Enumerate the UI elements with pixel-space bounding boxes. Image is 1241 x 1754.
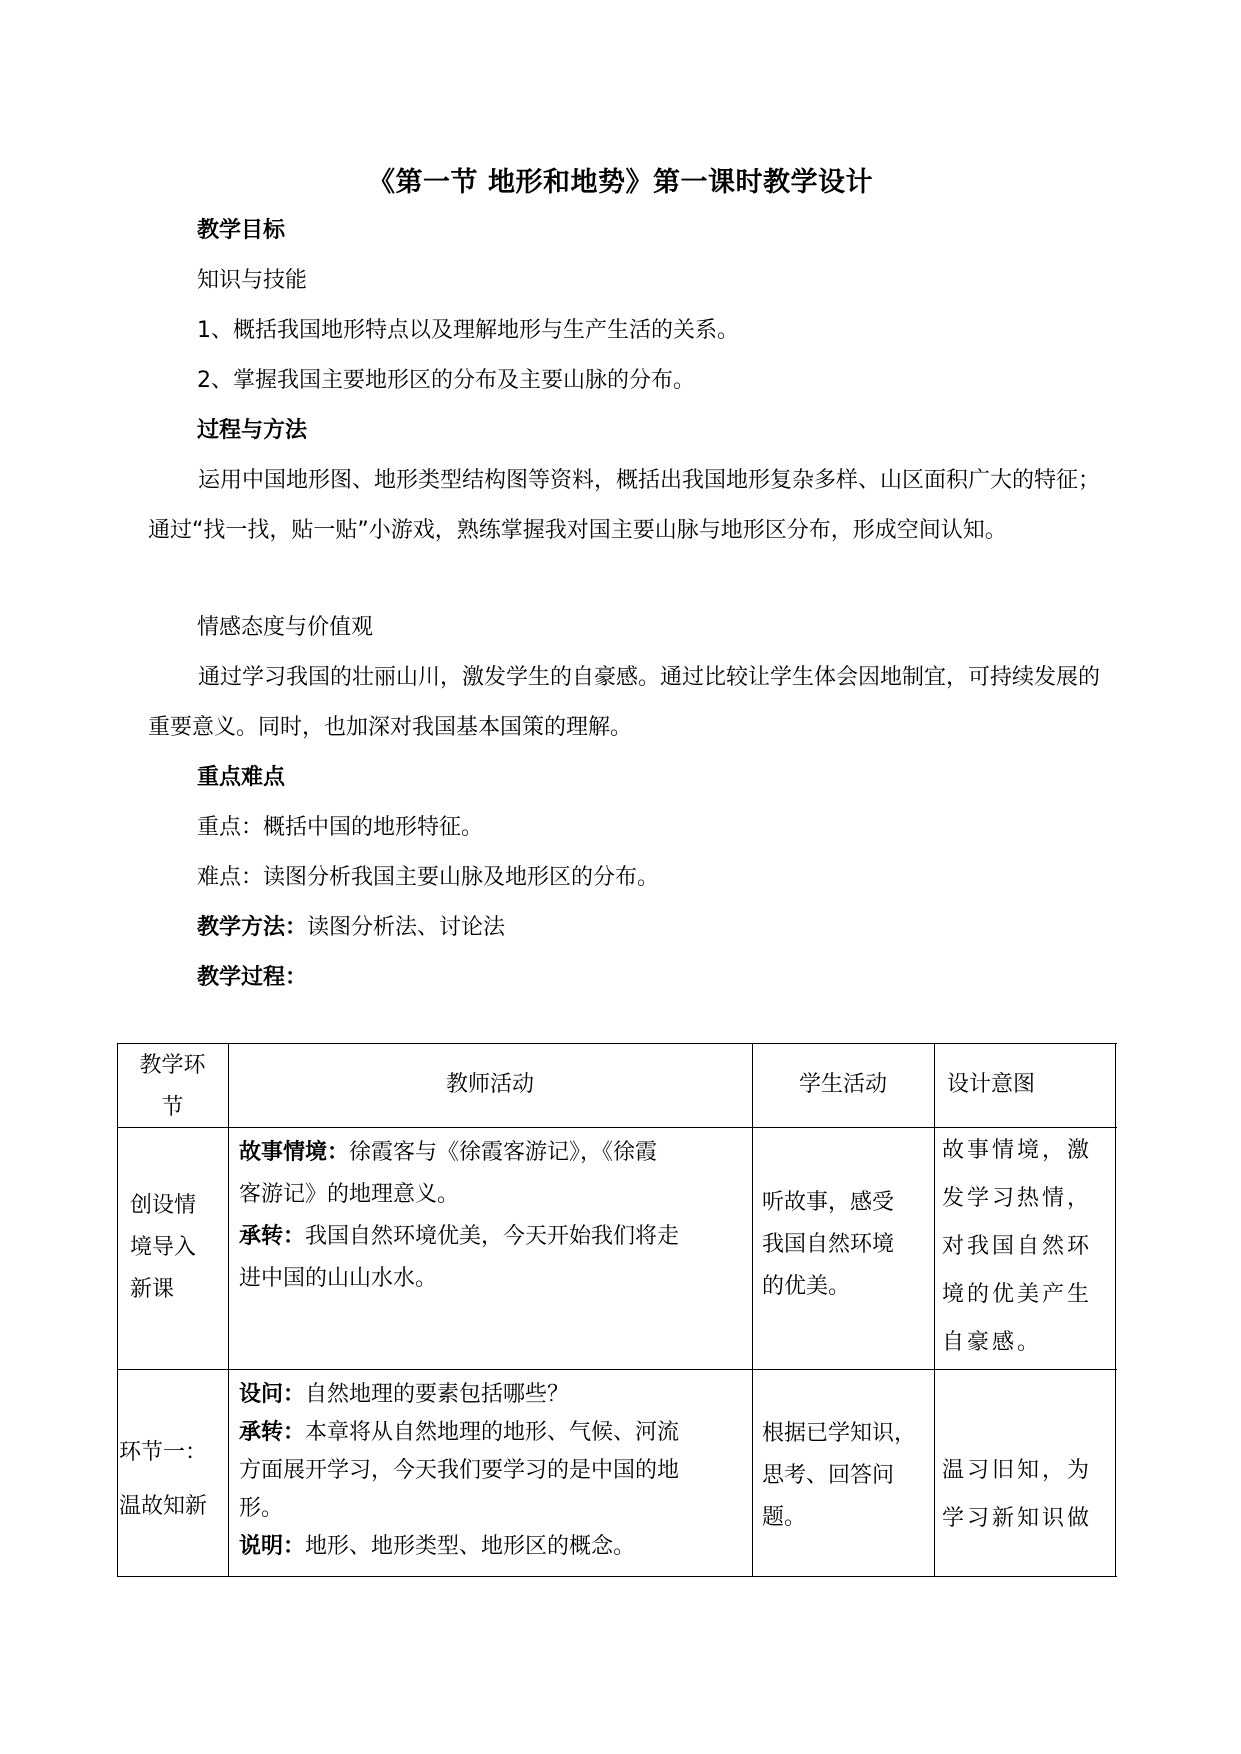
row1-intent-line: 发学习热情，	[942, 1186, 1093, 1211]
row1-stage-line: 创设情	[130, 1193, 197, 1218]
header-stage-line: 节	[161, 1095, 184, 1120]
row2-teacher-text: 地形、地形类型、地形区的概念。	[305, 1534, 636, 1559]
row1-intent-line: 境的优美产生	[942, 1282, 1093, 1307]
row2-label-question: 设问：	[239, 1382, 306, 1407]
row1-stage-line: 新课	[130, 1277, 175, 1302]
key-point: 重点：概括中国的地形特征。	[197, 815, 484, 840]
row1-stage	[130, 1185, 228, 1311]
process-heading: 过程与方法	[197, 418, 308, 443]
row2-teacher-text: 方面展开学习，今天我们要学习的是中国的地	[239, 1458, 680, 1483]
teaching-method-label: 教学方法：	[197, 915, 308, 940]
row1-teacher-text: 客游记》的地理意义。	[239, 1182, 460, 1207]
table-col-divider	[752, 1043, 753, 1577]
row2-label-explanation: 说明：	[239, 1534, 306, 1559]
table-border-bottom	[117, 1576, 1117, 1577]
row2-stage	[119, 1426, 228, 1534]
header-stage-line: 教学环	[139, 1053, 206, 1078]
row1-label-transition: 承转：	[239, 1224, 306, 1249]
row1-student-line: 听故事，感受	[762, 1190, 895, 1215]
key-difficult-heading: 重点难点	[197, 765, 286, 790]
row1-intent-line: 故事情境，激	[942, 1138, 1093, 1163]
document-title: 《第一节 地形和地势》第一课时教学设计	[368, 167, 873, 198]
row2-label-transition: 承转：	[239, 1420, 306, 1445]
row2-design-intent	[942, 1447, 1114, 1543]
row1-design-intent	[942, 1127, 1114, 1367]
row2-teacher-text: 自然地理的要素包括哪些？	[305, 1382, 570, 1407]
header-student-activity: 学生活动	[798, 1072, 887, 1097]
header-design-intent: 设计意图	[947, 1072, 1036, 1097]
table-border-top	[117, 1043, 1117, 1044]
teaching-method	[197, 913, 505, 943]
knowledge-heading: 知识与技能	[197, 268, 308, 293]
table-row-divider	[117, 1369, 1117, 1370]
row1-label-story: 故事情境：	[239, 1140, 350, 1165]
knowledge-item-2: 2、掌握我国主要地形区的分布及主要山脉的分布。	[197, 368, 695, 393]
row1-stage-line: 境导入	[130, 1235, 197, 1260]
table-col-divider	[228, 1043, 229, 1577]
row1-intent-line: 自豪感。	[942, 1330, 1043, 1355]
row2-stage-line: 环节一：	[119, 1440, 208, 1465]
row1-teacher-text: 我国自然环境优美，今天开始我们将走	[305, 1224, 680, 1249]
lesson-table	[117, 1043, 1117, 1577]
row1-teacher-text: 进中国的山山水水。	[239, 1266, 438, 1291]
table-border-right	[1115, 1043, 1116, 1577]
row2-student-line: 题。	[762, 1505, 807, 1530]
row1-teacher-text: 徐霞客与《徐霞客游记》，《徐霞	[349, 1140, 658, 1165]
attitude-heading: 情感态度与价值观	[197, 615, 374, 640]
row1-student-line: 我国自然环境	[762, 1232, 895, 1257]
goals-heading: 教学目标	[197, 218, 286, 243]
row1-student-line: 的优美。	[762, 1274, 851, 1299]
row1-teacher-activity	[239, 1132, 749, 1300]
table-col-divider	[934, 1043, 935, 1577]
row2-intent-line: 温习旧知，为	[942, 1458, 1093, 1483]
difficult-point: 难点：读图分析我国主要山脉及地形区的分布。	[197, 865, 660, 890]
row2-student-line: 思考、回答问	[762, 1463, 895, 1488]
header-teacher-activity: 教师活动	[445, 1072, 534, 1097]
row1-intent-line: 对我国自然环	[942, 1234, 1093, 1259]
teaching-process-label: 教学过程：	[197, 965, 308, 990]
row2-stage-line: 温故知新	[119, 1494, 208, 1519]
row2-student-line: 根据已学知识，	[762, 1421, 917, 1446]
row1-student-activity	[762, 1182, 934, 1308]
process-paragraph: 运用中国地形图、地形类型结构图等资料，概括出我国地形复杂多样、山区面积广大的特征；通过“找一找，贴一贴”小游戏，熟练掌握我对国主要山脉与地形区分布，形成空间认知。	[148, 468, 1101, 543]
knowledge-item-1: 1、概括我国地形特点以及理解地形与生产生活的关系。	[197, 318, 739, 343]
header-stage	[117, 1045, 228, 1129]
row2-student-activity	[762, 1413, 934, 1539]
teaching-method-text: 读图分析法、讨论法	[307, 915, 506, 940]
row2-intent-line: 学习新知识做	[942, 1506, 1093, 1531]
row2-teacher-activity	[239, 1376, 749, 1566]
row2-teacher-text: 本章将从自然地理的地形、气候、河流	[305, 1420, 680, 1445]
row2-teacher-text: 形。	[239, 1496, 284, 1521]
attitude-paragraph: 通过学习我国的壮丽山川，激发学生的自豪感。通过比较让学生体会因地制宜，可持续发展的重要意义。同时，也加深对我国基本国策的理解。	[148, 665, 1101, 740]
